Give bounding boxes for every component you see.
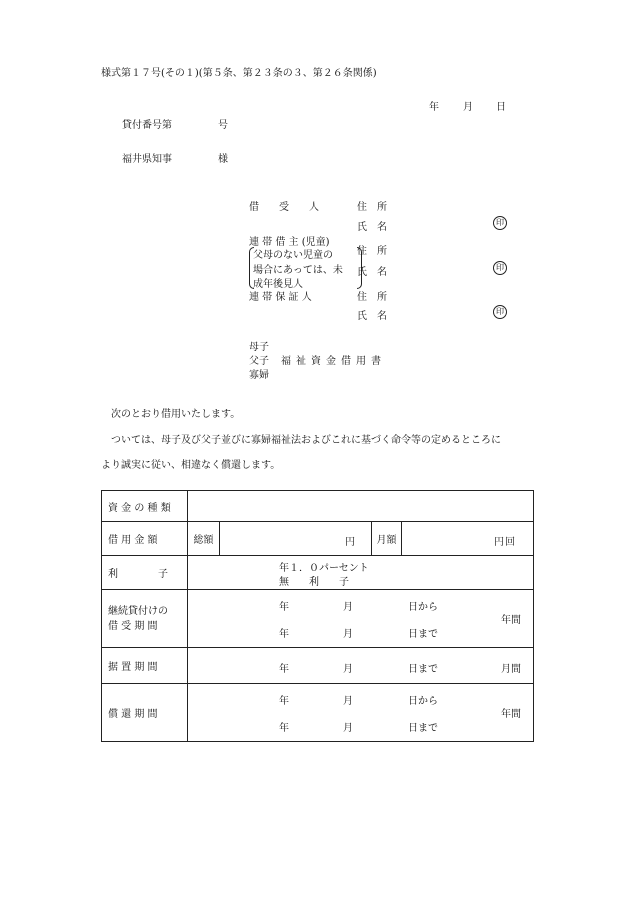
form-number: 様式第１７号(その１)(第５条、第２３条の３、第２６条関係) — [101, 68, 377, 79]
guarantor-name-label: 氏 名 — [357, 311, 387, 322]
continued-period-row — [102, 590, 534, 648]
joint-borrower-seal-icon: 印 — [493, 261, 507, 275]
fund-type-row — [102, 491, 534, 522]
monthly-label: 月額 — [372, 522, 402, 556]
rp-to-year: 年 — [279, 723, 289, 734]
continued-period-label-2: 借 受 期 間 — [108, 620, 158, 632]
repayment-period-input[interactable] — [188, 684, 534, 742]
repayment-period-row — [102, 684, 534, 742]
body-line-1: 次のとおり借用いたします。 — [111, 409, 241, 420]
total-amount-input[interactable] — [220, 522, 372, 556]
cp-from-year: 年 — [279, 602, 289, 613]
cp-years-unit: 年間 — [501, 615, 521, 626]
gp-year: 年 — [279, 664, 289, 675]
interest-options — [188, 556, 534, 590]
rp-from-month: 月 — [343, 696, 353, 707]
guarantor-label: 連 帯 保 証 人 — [249, 292, 312, 303]
body-line-2: ついては、母子及び父子並びに寡婦福祉法およびこれに基づく命令等の定めるところに — [111, 435, 501, 446]
cp-to-day: 日まで — [408, 629, 438, 640]
grace-period-row — [102, 648, 534, 684]
borrower-address-label: 住 所 — [357, 202, 387, 213]
body-line-3: より誠実に従い、相違なく償還します。 — [101, 460, 281, 471]
rp-years-unit: 年間 — [501, 709, 521, 720]
joint-borrower-name-label: 氏 名 — [357, 267, 387, 278]
recipient-honorific: 様 — [218, 154, 228, 165]
interest-row — [102, 556, 534, 590]
monthly-amount-input[interactable] — [402, 522, 534, 556]
repayment-period-label: 償 還 期 間 — [102, 684, 188, 742]
gp-day: 日まで — [408, 664, 438, 675]
rp-from-day: 日から — [408, 696, 438, 707]
joint-borrower-note-1: 父母のない児童の — [253, 250, 333, 261]
guarantor-seal-icon: 印 — [493, 305, 507, 319]
joint-borrower-label: 連 帯 借 主 (児童) — [249, 237, 330, 248]
grace-period-label: 据 置 期 間 — [102, 648, 188, 684]
cp-to-year: 年 — [279, 629, 289, 640]
total-label: 総額 — [188, 522, 220, 556]
borrower-seal-icon: 印 — [493, 216, 507, 230]
title-prefix-bottom: 寡婦 — [249, 370, 269, 381]
rp-to-month: 月 — [343, 723, 353, 734]
rp-from-year: 年 — [279, 696, 289, 707]
loan-amount-row — [102, 522, 534, 556]
cp-from-month: 月 — [343, 602, 353, 613]
loan-amount-label: 借 用 金 額 — [102, 522, 188, 556]
joint-borrower-address-label: 住 所 — [357, 246, 387, 257]
cp-from-day: 日から — [408, 602, 438, 613]
joint-borrower-note-3: 成年後見人 — [253, 279, 303, 290]
borrower-label: 借 受 人 — [249, 202, 319, 213]
date-day-label: 日 — [496, 102, 506, 113]
continued-period-input[interactable] — [188, 590, 534, 648]
recipient-name: 福井県知事 — [122, 154, 172, 165]
loan-number-suffix: 号 — [218, 120, 228, 131]
monthly-yen-unit: 円 — [494, 537, 504, 548]
interest-option-1[interactable]: 年１．０パーセント — [279, 563, 369, 574]
fund-type-label: 資 金 の 種 類 — [102, 491, 188, 522]
title-prefix-middle: 父子 — [249, 356, 269, 367]
interest-option-2[interactable]: 無 利 子 — [279, 577, 349, 588]
rp-to-day: 日まで — [408, 723, 438, 734]
continued-period-label — [102, 590, 188, 648]
loan-details-table — [101, 490, 534, 742]
date-month-label: 月 — [463, 102, 473, 113]
borrower-name-label: 氏 名 — [357, 222, 387, 233]
gp-months-unit: 月間 — [501, 664, 521, 675]
total-yen-unit: 円 — [345, 537, 355, 548]
guarantor-address-label: 住 所 — [357, 292, 387, 303]
times-unit: 回 — [505, 537, 515, 548]
document-title: 福祉資金借用書 — [281, 356, 386, 367]
date-year-label: 年 — [429, 102, 439, 113]
gp-month: 月 — [343, 664, 353, 675]
title-prefix-top: 母子 — [249, 342, 269, 353]
joint-borrower-note-2: 場合にあっては、未 — [253, 265, 343, 276]
cp-to-month: 月 — [343, 629, 353, 640]
loan-number-label: 貸付番号第 — [122, 120, 172, 131]
continued-period-label-1: 継続貸付けの — [108, 605, 168, 617]
interest-label: 利 子 — [102, 556, 188, 590]
grace-period-input[interactable] — [188, 648, 534, 684]
fund-type-input[interactable] — [188, 491, 534, 522]
